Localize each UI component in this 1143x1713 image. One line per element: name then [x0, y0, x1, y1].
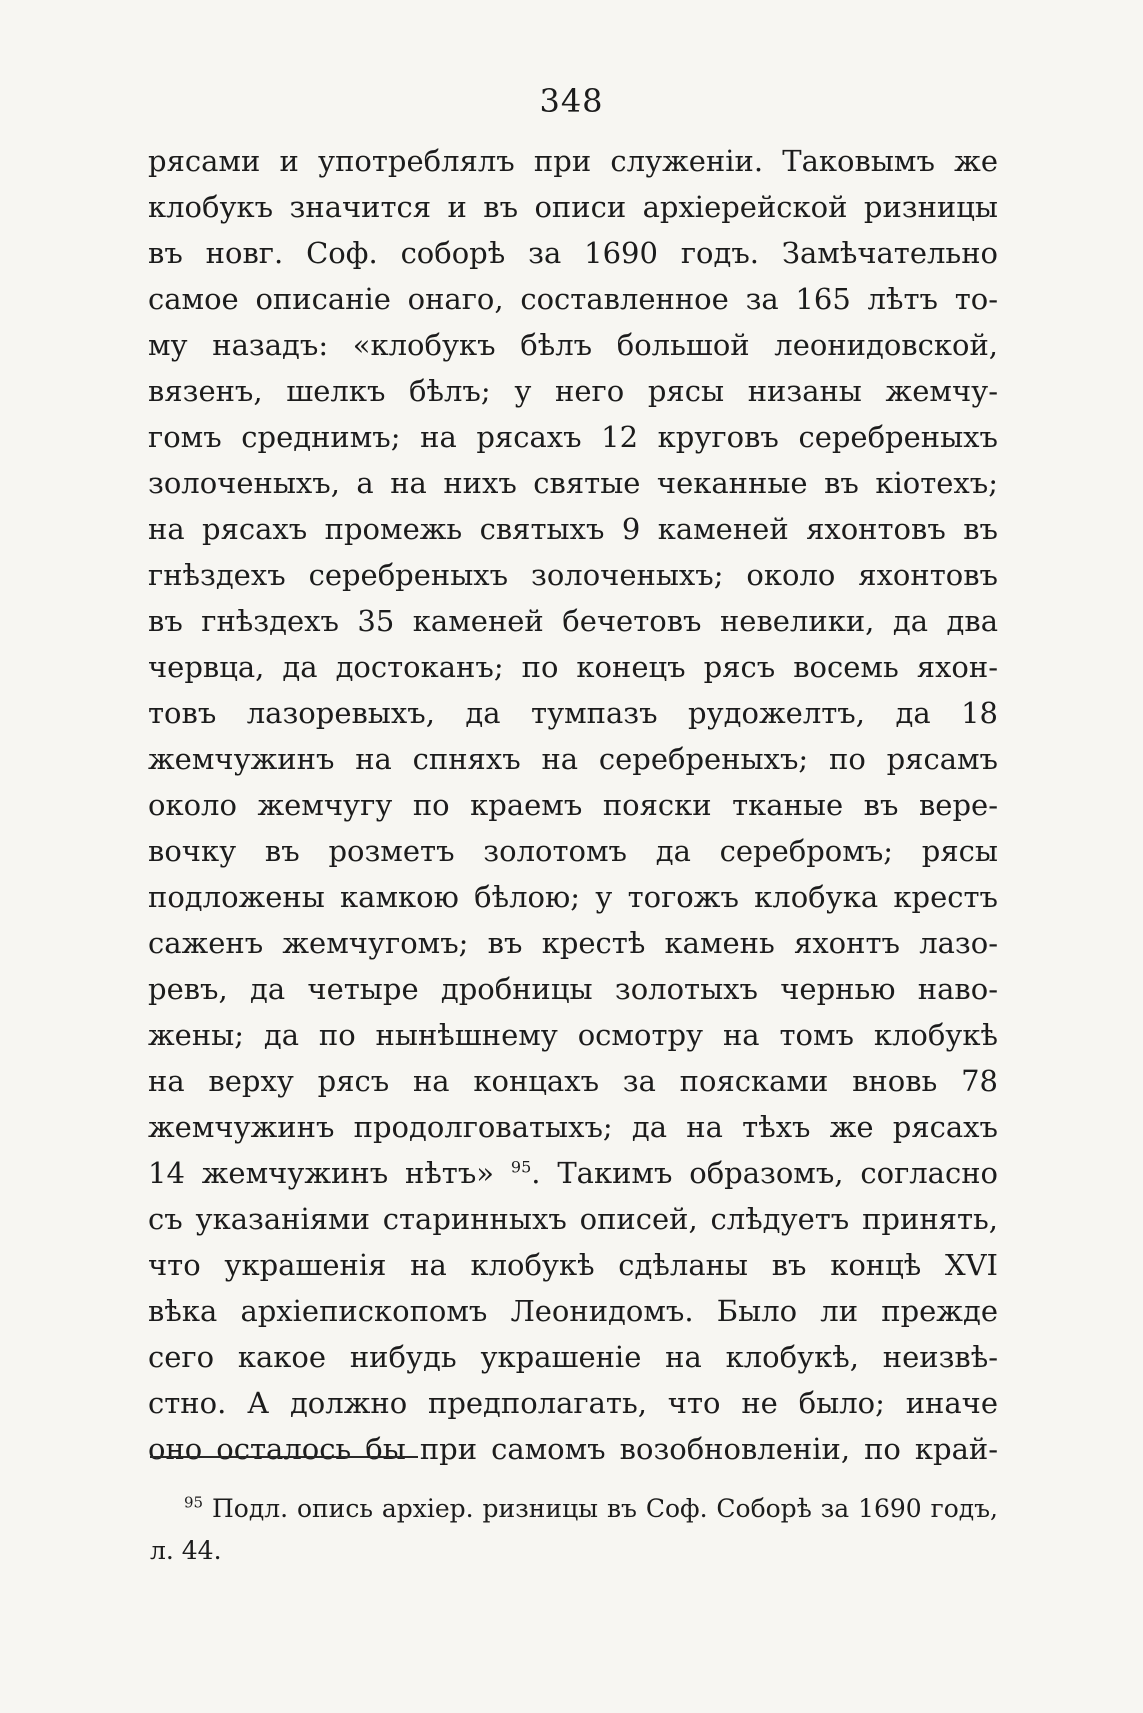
- footnote: [150, 1488, 998, 1572]
- footnote-number: 95: [184, 1493, 204, 1512]
- text-line-with-footnote-ref: [148, 1150, 998, 1196]
- text-line: саженъ жемчугомъ; въ крестѣ камень яхонтъ лазо-: [148, 926, 998, 960]
- text-line: на верху рясъ на концахъ за поясками вновь 78: [148, 1064, 998, 1098]
- text-line: жены; да по нынѣшнему осмотру на томъ клобукѣ: [148, 1018, 998, 1052]
- text-line: въ гнѣздехъ 35 каменей бечетовъ невелики, да два: [148, 604, 998, 638]
- text-line: вочку въ розметъ золотомъ да серебромъ; рясы: [148, 834, 998, 868]
- text-line: оно осталось бы при самомъ возобновленіи, по край-: [148, 1432, 998, 1466]
- text-line: гнѣздехъ серебреныхъ золоченыхъ; около яхонтовъ: [148, 558, 998, 592]
- text-line: стно. А должно предполагать, что не было; иначе: [148, 1386, 998, 1420]
- text-line: съ указаніями старинныхъ описей, слѣдуетъ принять,: [148, 1202, 998, 1236]
- footnote-ref-mark[interactable]: 95: [510, 1157, 532, 1177]
- body-text: [148, 138, 998, 1472]
- text-line: жемчужинъ на спняхъ на серебреныхъ; по рясамъ: [148, 742, 998, 776]
- text-line: вязенъ, шелкъ бѣлъ; у него рясы низаны жемчу-: [148, 374, 998, 408]
- text-line: золоченыхъ, а на нихъ святые чеканные въ кіотехъ;: [148, 466, 998, 500]
- footnote-text: Подл. опись архіер. ризницы въ Соф. Соборѣ за 1690 годъ,: [211, 1494, 998, 1523]
- page-number: 348: [539, 82, 604, 120]
- text-line: что украшенія на клобукѣ сдѣланы въ концѣ XVI: [148, 1248, 998, 1282]
- text-line: рясами и употреблялъ при служеніи. Таковымъ же: [148, 144, 998, 178]
- text-line-start: 14 жемчужинъ нѣтъ»: [148, 1156, 495, 1190]
- text-line: червца, да достоканъ; по конецъ рясъ восемь яхон-: [148, 650, 998, 684]
- text-line: вѣка архіепископомъ Леонидомъ. Было ли прежде: [148, 1294, 998, 1328]
- text-line: около жемчугу по краемъ пояски тканые въ вере-: [148, 788, 998, 822]
- text-line: въ новг. Соф. соборѣ за 1690 годъ. Замѣчательно: [148, 236, 998, 270]
- text-line: на рясахъ промежь святыхъ 9 каменей яхонтовъ въ: [148, 512, 998, 546]
- footnote-divider: [150, 1456, 418, 1458]
- text-line: гомъ среднимъ; на рясахъ 12 круговъ серебреныхъ: [148, 420, 998, 454]
- footnote-line: л. 44.: [150, 1536, 222, 1565]
- text-line-rest: . Такимъ образомъ, согласно: [531, 1156, 999, 1190]
- text-line: клобукъ значится и въ описи архіерейской ризницы: [148, 190, 998, 224]
- text-line: товъ лазоревыхъ, да тумпазъ рудожелтъ, да 18: [148, 696, 998, 730]
- text-line: сего какое нибудь украшеніе на клобукѣ, неизвѣ-: [148, 1340, 998, 1374]
- text-line: жемчужинъ продолговатыхъ; да на тѣхъ же рясахъ: [148, 1110, 998, 1144]
- text-line: самое описаніе онаго, составленное за 165 лѣтъ то-: [148, 282, 998, 316]
- text-line: подложены камкою бѣлою; у тогожъ клобука крестъ: [148, 880, 998, 914]
- footnote-line: [150, 1488, 998, 1530]
- text-line: ревъ, да четыре дробницы золотыхъ чернью наво-: [148, 972, 998, 1006]
- text-line: му назадъ: «клобукъ бѣлъ большой леонидовской,: [148, 328, 998, 362]
